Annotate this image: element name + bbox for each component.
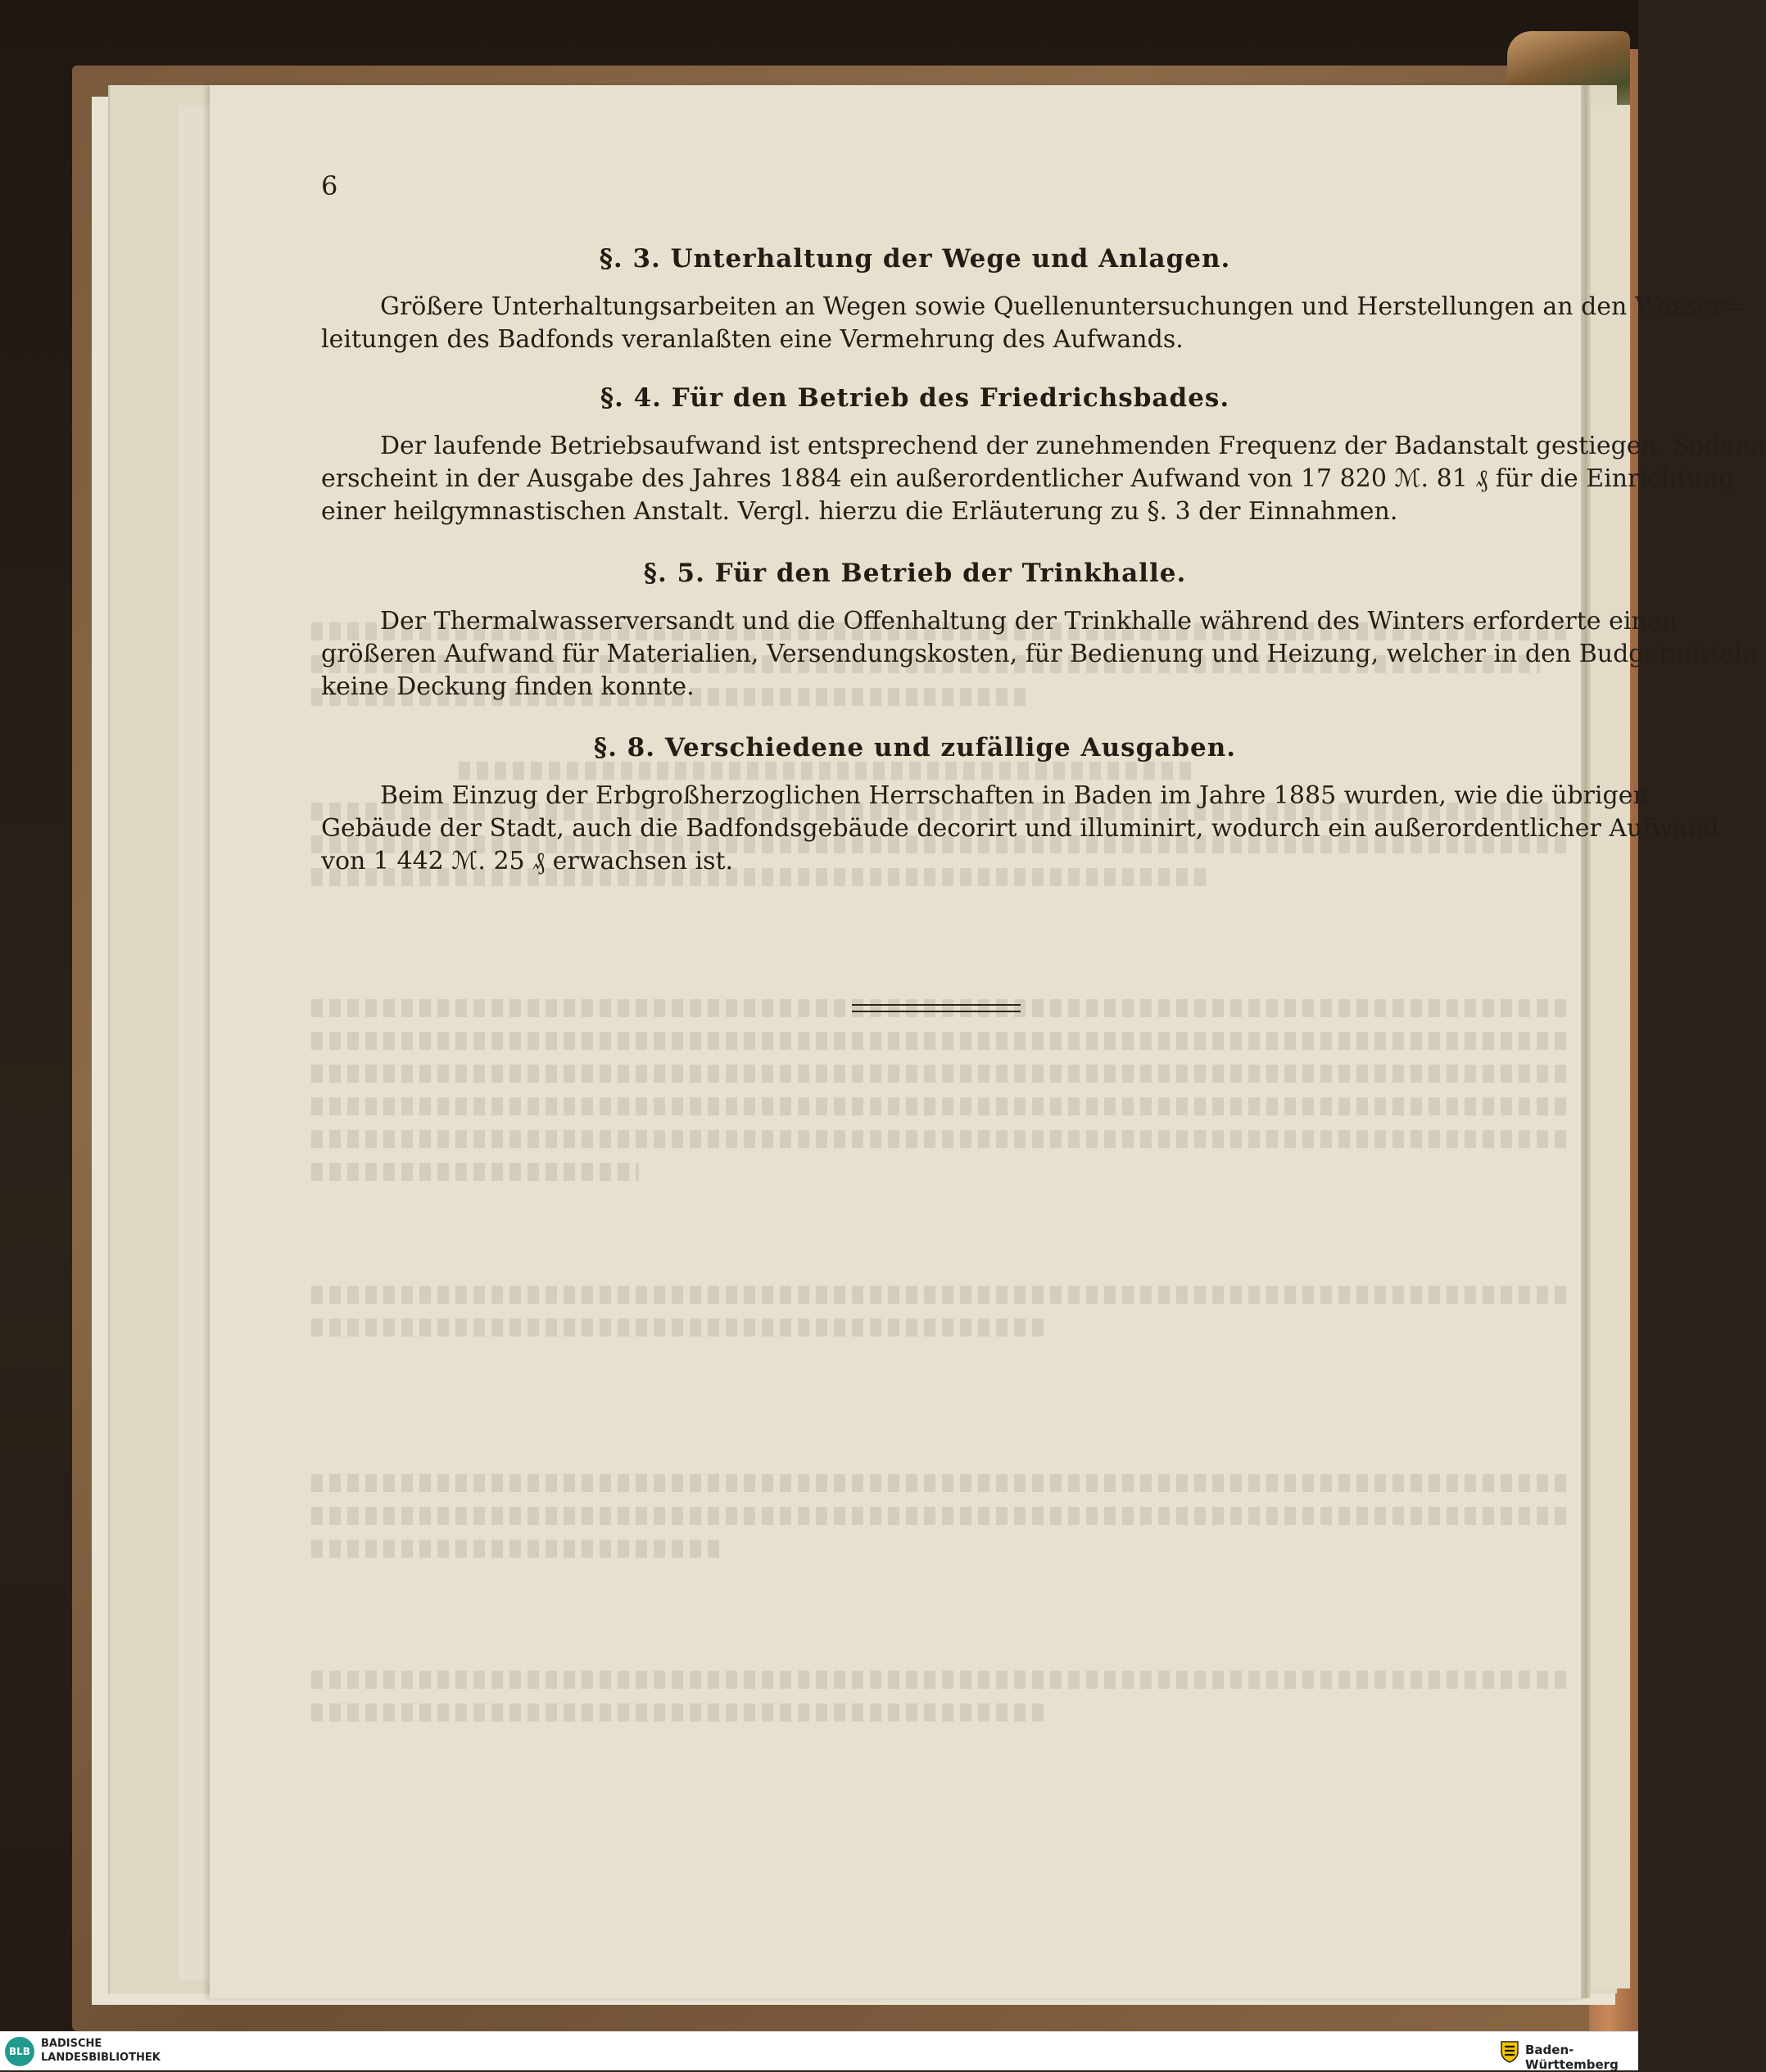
blb-logo[interactable]: BLB bbox=[5, 2037, 34, 2066]
section-paragraph bbox=[321, 605, 1759, 703]
state-name[interactable]: Baden-Württemberg bbox=[1525, 2043, 1619, 2072]
section-heading: §. 4. Für den Betrieb des Friedrichsbades. bbox=[600, 383, 1230, 413]
double-rule-divider bbox=[852, 1004, 1021, 1012]
section-heading: §. 5. Für den Betrieb der Trinkhalle. bbox=[643, 559, 1187, 588]
text-line: keine Deckung finden konnte. bbox=[321, 672, 695, 701]
text-line: Beim Einzug der Erbgroßherzoglichen Herrschaften in Baden im Jahre 1885 wurden, wie die übrigen bbox=[380, 781, 1649, 810]
library-name-line1: BADISCHE bbox=[41, 2038, 102, 2050]
text-line: einer heilgymnastischen Anstalt. Vergl. hierzu die Erläuterung zu §. 3 der Einnahmen. bbox=[321, 497, 1398, 526]
text-line: von 1 442 ℳ. 25 ₰ erwachsen ist. bbox=[321, 847, 734, 875]
text-line: Der Thermalwasserversandt und die Offenhaltung der Trinkhalle während des Winters erforderte einen bbox=[380, 607, 1678, 636]
section-heading: §. 8. Verschiedene und zufällige Ausgaben. bbox=[593, 733, 1237, 762]
text-line: Größere Unterhaltungsarbeiten an Wegen sowie Quellenuntersuchungen und Herstellungen an den Wasser= bbox=[380, 292, 1746, 321]
library-name-line2: LANDESBIBLIOTHEK bbox=[41, 2052, 161, 2064]
section-paragraph bbox=[321, 780, 1719, 878]
section-paragraph bbox=[321, 430, 1766, 528]
text-line: größeren Aufwand für Materialien, Versendungskosten, für Bedienung und Heizung, welcher in den Budgetmitteln bbox=[321, 640, 1759, 668]
text-line: Gebäude der Stadt, auch die Badfondsgebäude decorirt und illuminirt, wodurch ein außerordentlicher Aufwand bbox=[321, 814, 1719, 843]
footer-bar bbox=[0, 2031, 1638, 2070]
page-number: 6 bbox=[321, 170, 338, 201]
library-name[interactable] bbox=[41, 2037, 161, 2065]
section-paragraph bbox=[321, 291, 1746, 356]
text-line: erscheint in der Ausgabe des Jahres 1884 ein außerordentlicher Aufwand von 17 820 ℳ. 81 ₰ für die Einrichtung bbox=[321, 464, 1735, 493]
text-line: leitungen des Badfonds veranlaßten eine Vermehrung des Aufwands. bbox=[321, 325, 1184, 354]
coat-of-arms-icon[interactable] bbox=[1499, 2040, 1520, 2063]
section-heading: §. 3. Unterhaltung der Wege und Anlagen. bbox=[599, 244, 1231, 274]
text-line: Der laufende Betriebsaufwand ist entsprechend der zunehmenden Frequenz der Badanstalt gestiegen. Sodann bbox=[380, 432, 1766, 460]
